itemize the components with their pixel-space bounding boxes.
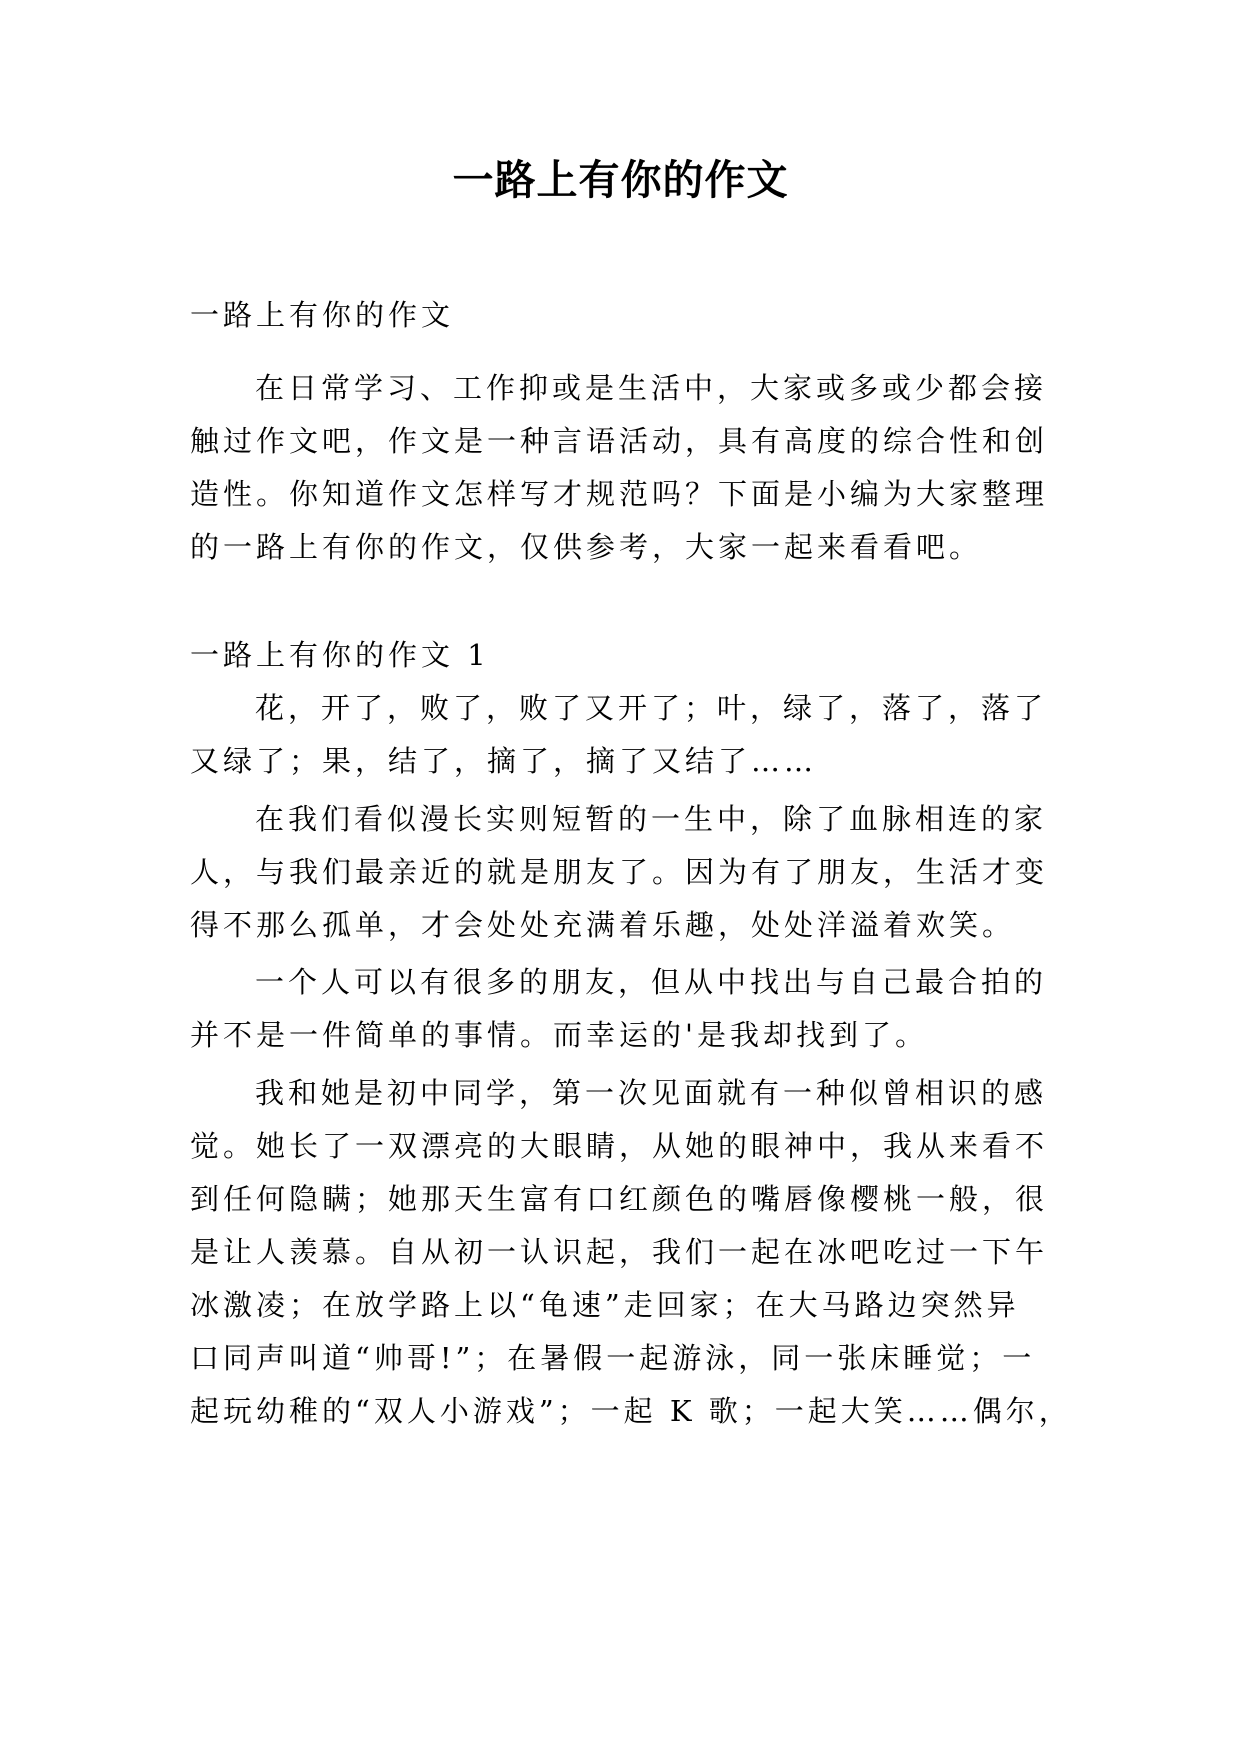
document-title: 一路上有你的作文 bbox=[452, 156, 789, 204]
intro-line-3: 造性。你知道作文怎样写才规范吗？下面是小编为大家整理 bbox=[190, 477, 1049, 511]
body-line-5: 得不那么孤单，才会处处充满着乐趣，处处洋溢着欢笑。 bbox=[190, 908, 1016, 942]
body-line-14: 起玩幼稚的“双人小游戏”；一起 K 歌；一起大笑……偶尔， bbox=[190, 1394, 1072, 1428]
body-line-1: 花，开了，败了，败了又开了；叶，绿了，落了，落了 bbox=[255, 691, 1048, 725]
body-line-13: 口同声叫道“帅哥!”；在暑假一起游泳，同一张床睡觉；一 bbox=[190, 1341, 1036, 1375]
body-line-9: 觉。她长了一双漂亮的大眼睛，从她的眼神中，我从来看不 bbox=[190, 1129, 1049, 1163]
body-line-12: 冰激凌；在放学路上以“龟速”走回家；在大马路边突然异 bbox=[190, 1288, 1020, 1322]
body-line-8: 我和她是初中同学，第一次见面就有一种似曾相识的感 bbox=[255, 1076, 1048, 1110]
intro-line-2: 触过作文吧，作文是一种言语活动，具有高度的综合性和创 bbox=[190, 424, 1049, 458]
intro-line-4: 的一路上有你的作文，仅供参考，大家一起来看看吧。 bbox=[190, 530, 983, 564]
body-line-2: 又绿了；果，结了，摘了，摘了又结了…… bbox=[190, 744, 818, 778]
body-line-3: 在我们看似漫长实则短暂的一生中，除了血脉相连的家 bbox=[255, 802, 1048, 836]
body-line-10: 到任何隐瞒；她那天生富有口红颜色的嘴唇像樱桃一般，很 bbox=[190, 1182, 1049, 1216]
body-line-4: 人，与我们最亲近的就是朋友了。因为有了朋友，生活才变 bbox=[190, 855, 1049, 889]
section-heading: 一路上有你的作文 1 bbox=[190, 638, 490, 672]
intro-line-1: 在日常学习、工作抑或是生活中，大家或多或少都会接 bbox=[255, 371, 1048, 405]
body-line-7: 并不是一件简单的事情。而幸运的'是我却找到了。 bbox=[190, 1018, 928, 1052]
body-line-6: 一个人可以有很多的朋友，但从中找出与自己最合拍的 bbox=[255, 965, 1048, 999]
body-line-11: 是让人羡慕。自从初一认识起，我们一起在冰吧吃过一下午 bbox=[190, 1235, 1049, 1269]
subtitle: 一路上有你的作文 bbox=[190, 298, 455, 332]
